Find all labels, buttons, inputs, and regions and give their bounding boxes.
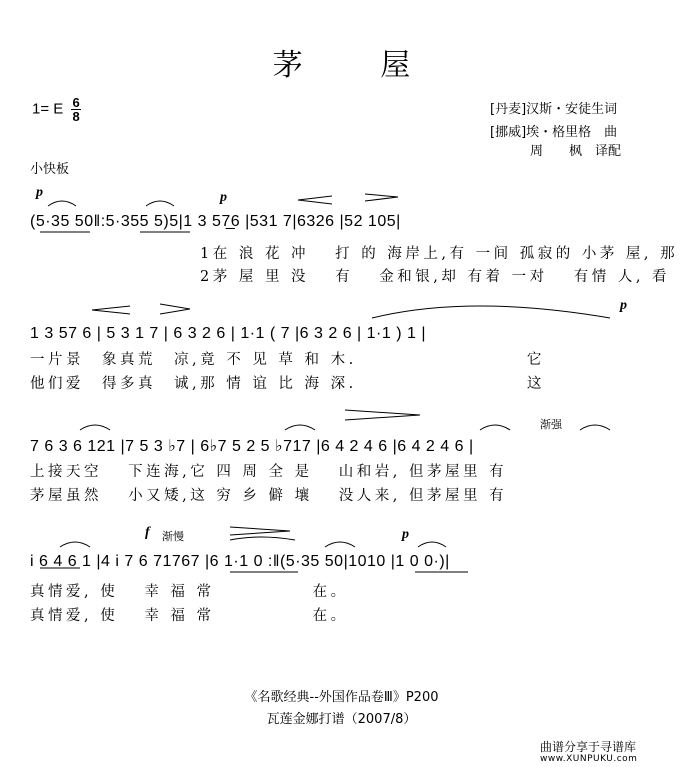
dynamic-p-4: p	[402, 527, 409, 542]
decrescendo-hairpin	[365, 194, 398, 201]
decrescendo-hairpin	[230, 527, 290, 535]
slur-mark	[325, 542, 355, 547]
notation-line-1: (5·35 50‖:5·355 5)5|1 3 57̲6 |531 7|6326 |52 105|	[30, 213, 401, 230]
slur-mark	[48, 201, 76, 206]
lyrics-line-3-verse-1: 上接天空 下连海,它 四 周 全 是 山和岩, 但茅屋里 有	[30, 464, 508, 480]
decrescendo-hairpin	[160, 304, 190, 314]
tempo-marking: 小快板	[30, 162, 70, 177]
slur-mark	[580, 425, 610, 430]
slur-mark	[480, 425, 510, 430]
translator-credit: 周 枫 译配	[530, 144, 622, 159]
dynamic-p-2: p	[220, 190, 227, 205]
notation-line-2: 1 3 57 6 | 5 3 1 7 | 6 3 2 6 | 1·1 ( 7 |6 3 2 6 | 1·1 ) 1 |	[30, 325, 426, 342]
page-title: 茅 屋	[272, 48, 445, 83]
lyricist-credit: [丹麦]汉斯・安徒生词	[490, 102, 618, 117]
lyrics-line-3-verse-2: 茅屋虽然 小又矮,这 穷 乡 僻 壤 没人来, 但茅屋里 有	[30, 488, 508, 504]
gradual-strong-marking: 渐强	[540, 418, 562, 431]
slur-mark	[230, 537, 295, 540]
watermark-url: www.XUNPUKU.com	[540, 754, 638, 764]
key-label: 1= E	[32, 100, 64, 118]
watermark-text: 曲谱分享于寻谱库	[540, 740, 637, 754]
notation-line-3: 7 6 3 6 121 |7 5 3 ♭7 | 6♭7 5 2 5 ♭717 |6 4 2 4 6 |6 4 2 4 6 |	[30, 438, 474, 455]
lyrics-line-1-verse-1: 1在 浪 花 冲 打 的 海岸上,有 一间 孤寂的 小茅 屋, 那	[200, 246, 679, 262]
decrescendo-hairpin	[345, 410, 420, 420]
slur-mark	[372, 306, 610, 318]
gradual-slow-marking: 渐慢	[162, 530, 184, 543]
dynamic-p-3: p	[620, 298, 627, 313]
crescendo-hairpin	[298, 196, 332, 204]
source-citation: 《名歌经典--外国作品卷Ⅲ》P200	[244, 690, 439, 705]
transcriber-credit: 瓦莲金娜打谱（2007/8）	[266, 712, 417, 727]
slur-mark	[60, 542, 90, 547]
slur-mark	[418, 542, 446, 547]
lyrics-line-4-verse-1: 真情爱, 使 幸 福 常 在。	[30, 584, 349, 600]
slur-mark	[80, 425, 110, 430]
lyrics-line-2-verse-2: 他们爱 得多真 诚,那 情 谊 比 海 深. 这	[30, 376, 545, 392]
dynamic-p-1: p	[36, 185, 43, 200]
notation-line-4: i 6 4 6 1 |4 i 7 6 71767 |6 1·1 0 :‖(5·35 50|1010 |1 0 0·)|	[30, 553, 450, 570]
crescendo-hairpin	[92, 306, 130, 314]
time-denominator: 8	[72, 109, 80, 124]
slur-mark	[146, 201, 174, 206]
lyrics-line-4-verse-2: 真情爱, 使 幸 福 常 在。	[30, 608, 349, 624]
composer-credit: [挪威]埃・格里格 曲	[490, 125, 618, 140]
dynamic-f: f	[145, 525, 150, 540]
lyrics-line-2-verse-1: 一片景 象真荒 凉,竟 不 见 草 和 木. 它	[30, 352, 545, 368]
lyrics-line-1-verse-2: 2茅 屋 里 没 有 金和银,却 有着 一对 有情 人, 看	[200, 269, 671, 285]
slur-mark	[285, 425, 315, 430]
time-numerator: 6	[72, 95, 80, 110]
